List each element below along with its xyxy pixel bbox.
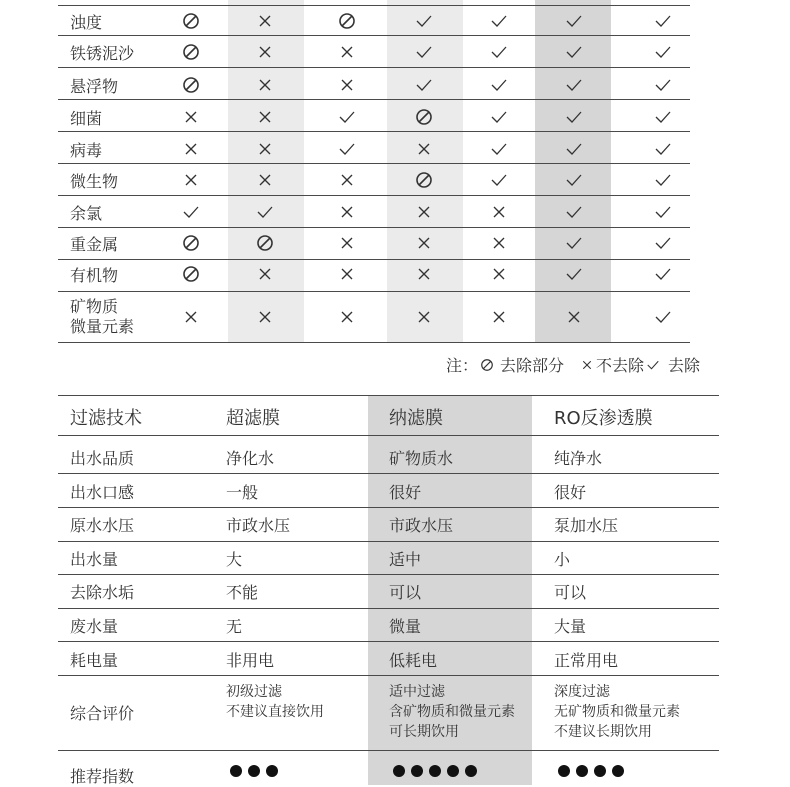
table-cell: 小: [554, 550, 571, 569]
table-cell: 大: [226, 550, 243, 569]
table-cell: 无: [226, 617, 243, 636]
table-cell: 纯净水: [554, 449, 603, 468]
cross-icon: [335, 73, 359, 97]
rating-dot: [612, 765, 624, 777]
rating-dot: [248, 765, 260, 777]
legend: [446, 353, 700, 376]
rating-dot: [393, 765, 405, 777]
row-divider: [58, 507, 719, 508]
row-label: 铁锈泥沙: [70, 44, 135, 63]
row-divider: [58, 227, 690, 228]
row-divider: [58, 641, 719, 642]
check-icon: [651, 305, 675, 329]
row-divider: [58, 608, 719, 609]
row-label: 细菌: [70, 109, 103, 128]
recommend-rating: [558, 765, 624, 777]
cross-icon: [253, 137, 277, 161]
evaluation-line: 可长期饮用: [389, 724, 459, 740]
table-cell: 不能: [226, 583, 259, 602]
cross-icon: [335, 231, 359, 255]
cross-icon: [578, 356, 596, 374]
row-label: 原水水压: [70, 516, 135, 535]
row-label: 耗电量: [70, 651, 119, 670]
cross-icon: [179, 168, 203, 192]
check-icon: [487, 73, 511, 97]
legend-partial-label: 去除部分: [500, 356, 565, 375]
table-cell: 正常用电: [554, 651, 619, 670]
check-icon: [487, 137, 511, 161]
row-divider: [58, 291, 690, 292]
table-cell: 很好: [389, 483, 422, 502]
row-divider: [58, 541, 719, 542]
evaluation-cell: [389, 682, 515, 742]
row-label: [70, 297, 134, 337]
cross-icon: [179, 137, 203, 161]
cross-icon: [253, 168, 277, 192]
legend-yes-label: 去除: [668, 356, 701, 375]
row-label: 去除水垢: [70, 583, 135, 602]
rating-dot: [447, 765, 459, 777]
partial-icon: [335, 9, 359, 33]
evaluation-line: 初级过滤: [226, 684, 282, 700]
partial-icon: [179, 262, 203, 286]
row-divider: [58, 99, 690, 100]
row-divider: [58, 195, 690, 196]
row-label: 浊度: [70, 13, 103, 32]
legend-prefix: 注：: [446, 356, 479, 375]
row-divider: [58, 675, 719, 676]
cross-icon: [412, 305, 436, 329]
check-icon: [651, 168, 675, 192]
table-cell: 低耗电: [389, 651, 438, 670]
table-cell: 一般: [226, 483, 259, 502]
check-icon: [651, 105, 675, 129]
check-icon: [335, 105, 359, 129]
row-label-line: 微量元素: [70, 317, 135, 336]
row-divider: [58, 259, 690, 260]
cross-icon: [487, 231, 511, 255]
cross-icon: [253, 305, 277, 329]
check-icon: [651, 9, 675, 33]
cross-icon: [253, 40, 277, 64]
evaluation-line: 适中过滤: [389, 684, 445, 700]
row-label: 有机物: [70, 266, 119, 285]
table-cell: 适中: [389, 550, 422, 569]
check-icon: [651, 262, 675, 286]
check-icon: [487, 105, 511, 129]
evaluation-line: 无矿物质和微量元素: [554, 704, 680, 720]
check-icon: [487, 168, 511, 192]
row-label: 微生物: [70, 172, 119, 191]
check-icon: [562, 9, 586, 33]
header-ro: RO反渗透膜: [554, 408, 653, 429]
table-cell: 很好: [554, 483, 587, 502]
row-divider: [58, 473, 719, 474]
table-cell: 净化水: [226, 449, 275, 468]
row-label: 综合评价: [70, 704, 135, 723]
check-icon: [562, 105, 586, 129]
cross-icon: [179, 305, 203, 329]
rating-dot: [429, 765, 441, 777]
check-icon: [412, 9, 436, 33]
partial-icon: [478, 356, 496, 374]
cross-icon: [253, 73, 277, 97]
recommend-rating: [393, 765, 477, 777]
row-divider: [58, 750, 719, 751]
cross-icon: [487, 200, 511, 224]
rating-dot: [558, 765, 570, 777]
row-label: 重金属: [70, 235, 119, 254]
row-divider: [58, 435, 719, 436]
check-icon: [651, 200, 675, 224]
rating-dot: [465, 765, 477, 777]
rating-dot: [266, 765, 278, 777]
rating-dot: [411, 765, 423, 777]
evaluation-cell: [226, 682, 324, 722]
rating-dot: [576, 765, 588, 777]
check-icon: [651, 40, 675, 64]
check-icon: [487, 9, 511, 33]
header-label: 过滤技术: [70, 408, 142, 429]
row-divider: [58, 395, 719, 396]
check-icon: [651, 137, 675, 161]
table-cell: 可以: [554, 583, 587, 602]
check-icon: [562, 137, 586, 161]
table-cell: 可以: [389, 583, 422, 602]
table-cell: 微量: [389, 617, 422, 636]
check-icon: [412, 73, 436, 97]
cross-icon: [487, 262, 511, 286]
row-label: 出水品质: [70, 449, 135, 468]
row-label: 病毒: [70, 141, 103, 160]
cross-icon: [412, 137, 436, 161]
check-icon: [412, 40, 436, 64]
row-label: 废水量: [70, 617, 119, 636]
evaluation-line: 不建议长期饮用: [554, 724, 652, 740]
row-divider: [58, 163, 690, 164]
rating-dot: [230, 765, 242, 777]
partial-icon: [179, 231, 203, 255]
evaluation-line: 深度过滤: [554, 684, 610, 700]
check-icon: [253, 200, 277, 224]
check-icon: [562, 73, 586, 97]
row-divider: [58, 35, 690, 36]
cross-icon: [335, 305, 359, 329]
cross-icon: [487, 305, 511, 329]
cross-icon: [335, 262, 359, 286]
rating-dot: [594, 765, 606, 777]
partial-icon: [253, 231, 277, 255]
row-label: 出水口感: [70, 483, 135, 502]
check-icon: [562, 168, 586, 192]
partial-icon: [179, 9, 203, 33]
cross-icon: [335, 168, 359, 192]
cross-icon: [253, 262, 277, 286]
row-label: 余氯: [70, 204, 103, 223]
cross-icon: [412, 200, 436, 224]
check-icon: [562, 40, 586, 64]
cross-icon: [412, 262, 436, 286]
table-cell: 市政水压: [226, 516, 291, 535]
header-nanofiltration: 纳滤膜: [389, 408, 443, 429]
row-label: 推荐指数: [70, 767, 135, 786]
cross-icon: [253, 105, 277, 129]
check-icon: [335, 137, 359, 161]
check-icon: [651, 73, 675, 97]
partial-icon: [412, 168, 436, 192]
check-icon: [179, 200, 203, 224]
check-icon: [644, 356, 662, 374]
header-ultrafiltration: 超滤膜: [226, 408, 280, 429]
row-divider: [58, 342, 690, 343]
partial-icon: [412, 105, 436, 129]
check-icon: [651, 231, 675, 255]
partial-icon: [179, 40, 203, 64]
partial-icon: [179, 73, 203, 97]
cross-icon: [335, 200, 359, 224]
row-divider: [58, 67, 690, 68]
row-divider: [58, 5, 690, 6]
evaluation-line: 含矿物质和微量元素: [389, 704, 515, 720]
row-label: 悬浮物: [70, 77, 119, 96]
row-divider: [58, 574, 719, 575]
table-cell: 大量: [554, 617, 587, 636]
cross-icon: [335, 40, 359, 64]
table-cell: 非用电: [226, 651, 275, 670]
evaluation-line: 不建议直接饮用: [226, 704, 324, 720]
table-cell: 市政水压: [389, 516, 454, 535]
table-cell: 泵加水压: [554, 516, 619, 535]
check-icon: [562, 231, 586, 255]
evaluation-cell: [554, 682, 680, 742]
row-label-line: 矿物质: [70, 297, 119, 316]
cross-icon: [412, 231, 436, 255]
cross-icon: [253, 9, 277, 33]
check-icon: [487, 40, 511, 64]
cross-icon: [179, 105, 203, 129]
recommend-rating: [230, 765, 278, 777]
row-divider: [58, 131, 690, 132]
row-label: 出水量: [70, 550, 119, 569]
cross-icon: [562, 305, 586, 329]
legend-no-label: 不去除: [596, 356, 645, 375]
check-icon: [562, 262, 586, 286]
table-cell: 矿物质水: [389, 449, 454, 468]
check-icon: [562, 200, 586, 224]
